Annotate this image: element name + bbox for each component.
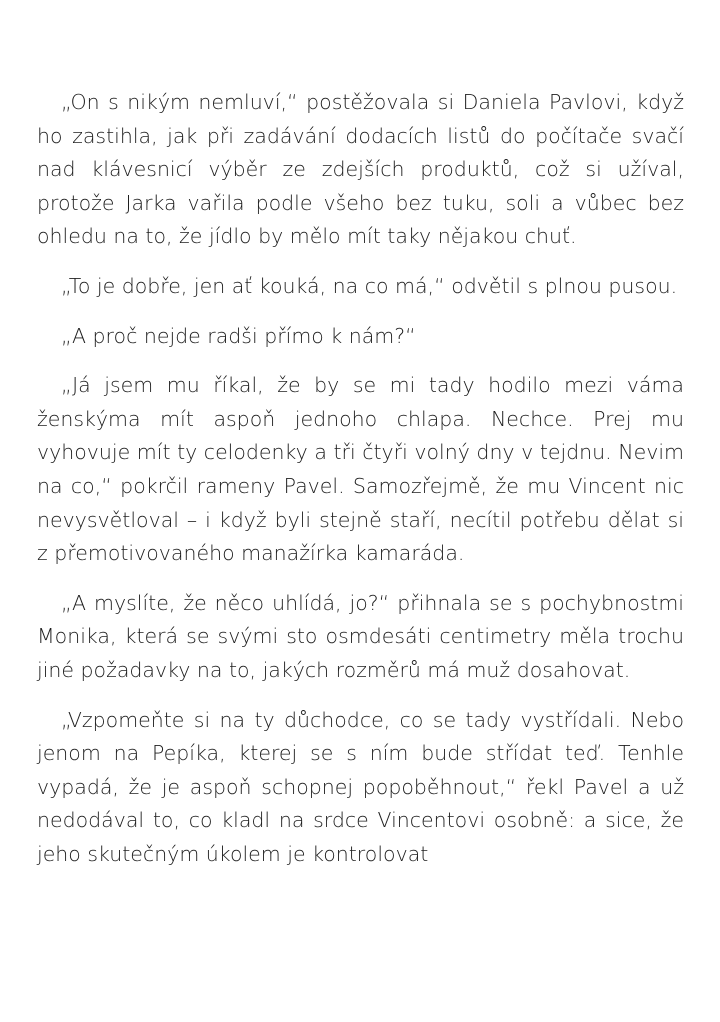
paragraph-1: „On s nikým nemluví,“ postěžovala si Daniela Pavlovi, když ho zastihla, jak při zadávání dodacích listů do počítače svačí nad klávesnicí výběr ze zdejších produktů, což si užíval, protože Jarka vařila podle všeho bez tuku, soli a vůbec bez ohledu na to, že jídlo by mělo mít taky nějakou chuť.	[37, 90, 684, 249]
paragraph-2: „To je dobře, jen ať kouká, na co má,“ odvětil s plnou pusou.	[61, 273, 678, 298]
paragraph-5: „A myslíte, že něco uhlídá, jo?“ přihnala se s pochybnostmi Monika, která se svými sto osmdesáti centimetry měla trochu jiné požadavky na to, jakých rozměrů má muž dosahovat.	[37, 590, 684, 682]
paragraph-4: „Já jsem mu říkal, že by se mi tady hodilo mezi váma ženskýma mít aspoň jednoho chlapa. Nechce. Prej mu vyhovuje mít ty celodenky a tři čtyři volný dny v tejdnu. Nevim na co,“ pokrčil rameny Pavel. Samozřejmě, že mu Vincent nic nevysvětloval – i když byli stejně staří, necítil potřebu dělat si z přemotivovaného manažírka kamaráda.	[37, 373, 684, 566]
document-page	[37, 86, 684, 887]
paragraph-6: „Vzpomeňte si na ty důchodce, co se tady vystřídali. Nebo jenom na Pepíka, kterej se s ním bude střídat teď. Tenhle vypadá, že je aspoň schopnej popoběhnout,“ řekl Pavel a už nedodával to, co kladl na srdce Vincentovi osobně: a sice, že jeho skutečným úkolem je kontrolovat	[37, 707, 684, 866]
paragraph-3: „A proč nejde radši přímo k nám?“	[61, 323, 416, 348]
